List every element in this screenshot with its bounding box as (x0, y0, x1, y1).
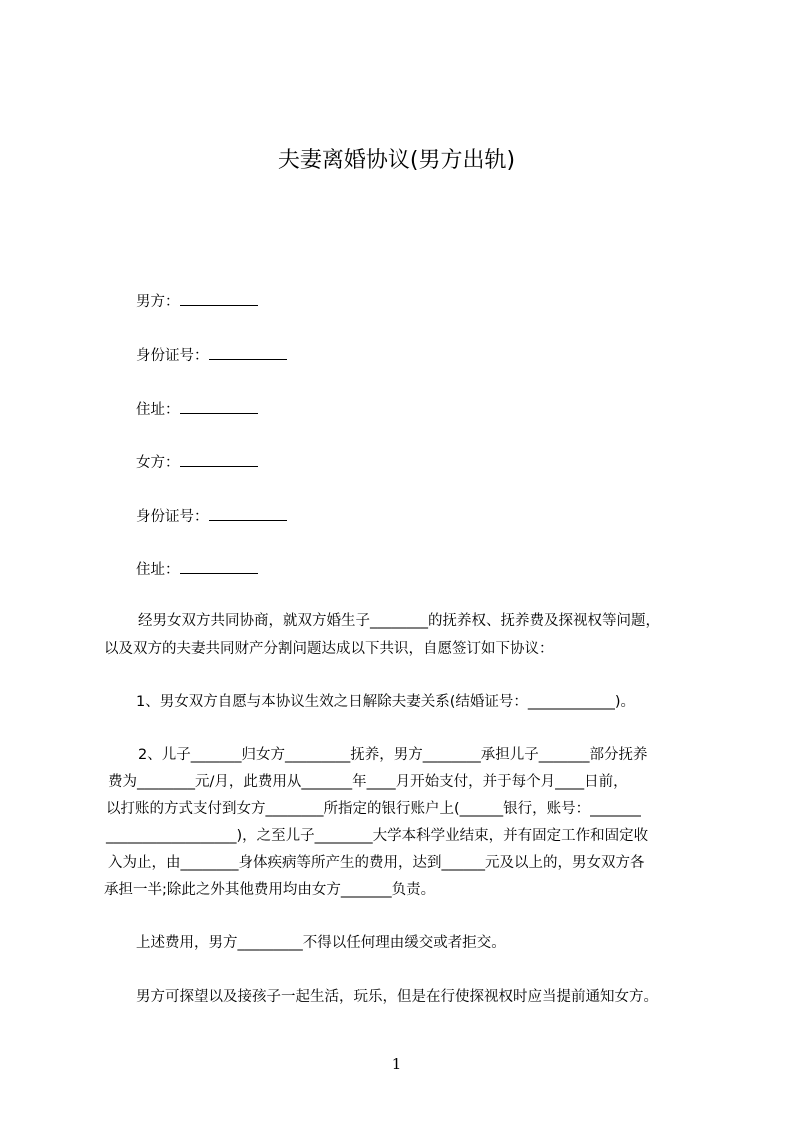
clause-2-line-1: 2、儿子_______归女方_________抚养，男方________承担儿子_______部分抚养 (138, 747, 648, 763)
field-label: 身份证号： (136, 348, 209, 364)
document-title: 夫妻离婚协议(男方出轨) (277, 148, 516, 173)
fee-note: 上述费用，男方_________不得以任何理由缓交或者拒交。 (136, 935, 506, 951)
page-number: 1 (391, 1055, 402, 1073)
field-female-id (136, 506, 287, 527)
field-label: 身份证号： (136, 509, 209, 525)
field-female (136, 452, 258, 473)
fill-blank (180, 291, 258, 306)
fill-blank (209, 345, 287, 360)
clause-2-line-2: 费为________元/月，此费用从_______年____月开始支付，并于每个月____日前， (108, 774, 628, 790)
clause-2-line-4: __________________)，之至儿子________大学本科学业结束，并有固定工作和固定收 (106, 828, 649, 844)
fill-blank (180, 399, 258, 414)
intro-line-1: 经男女双方共同协商，就双方婚生子________的抚养权、抚养费及探视权等问题， (138, 613, 660, 629)
field-label: 住址： (136, 402, 180, 418)
intro-line-2: 以及双方的夫妻共同财产分割问题达成以下共识，自愿签订如下协议： (104, 641, 554, 657)
clause-2-line-6: 承担一半;除此之外其他费用均由女方_______负责。 (104, 882, 436, 898)
clause-2-line-3: 以打账的方式支付到女方________所指定的银行账户上(______银行，账号：_______ (106, 801, 641, 817)
field-male-address (136, 399, 258, 420)
field-female-address (136, 559, 258, 580)
clause-2-line-5: 入为止，由________身体疾病等所产生的费用，达到______元及以上的，男女双方各 (108, 855, 645, 871)
field-male-id (136, 345, 287, 366)
clause-1: 1、男女双方自愿与本协议生效之日解除夫妻关系(结婚证号：____________)。 (136, 694, 636, 710)
fill-blank (209, 506, 287, 521)
visitation-note: 男方可探望以及接孩子一起生活，玩乐，但是在行使探视权时应当提前通知女方。 (136, 989, 658, 1005)
field-male (136, 291, 258, 312)
field-label: 男方： (136, 294, 180, 310)
fill-blank (180, 452, 258, 467)
field-label: 女方： (136, 455, 180, 471)
field-label: 住址： (136, 562, 180, 578)
fill-blank (180, 559, 258, 574)
